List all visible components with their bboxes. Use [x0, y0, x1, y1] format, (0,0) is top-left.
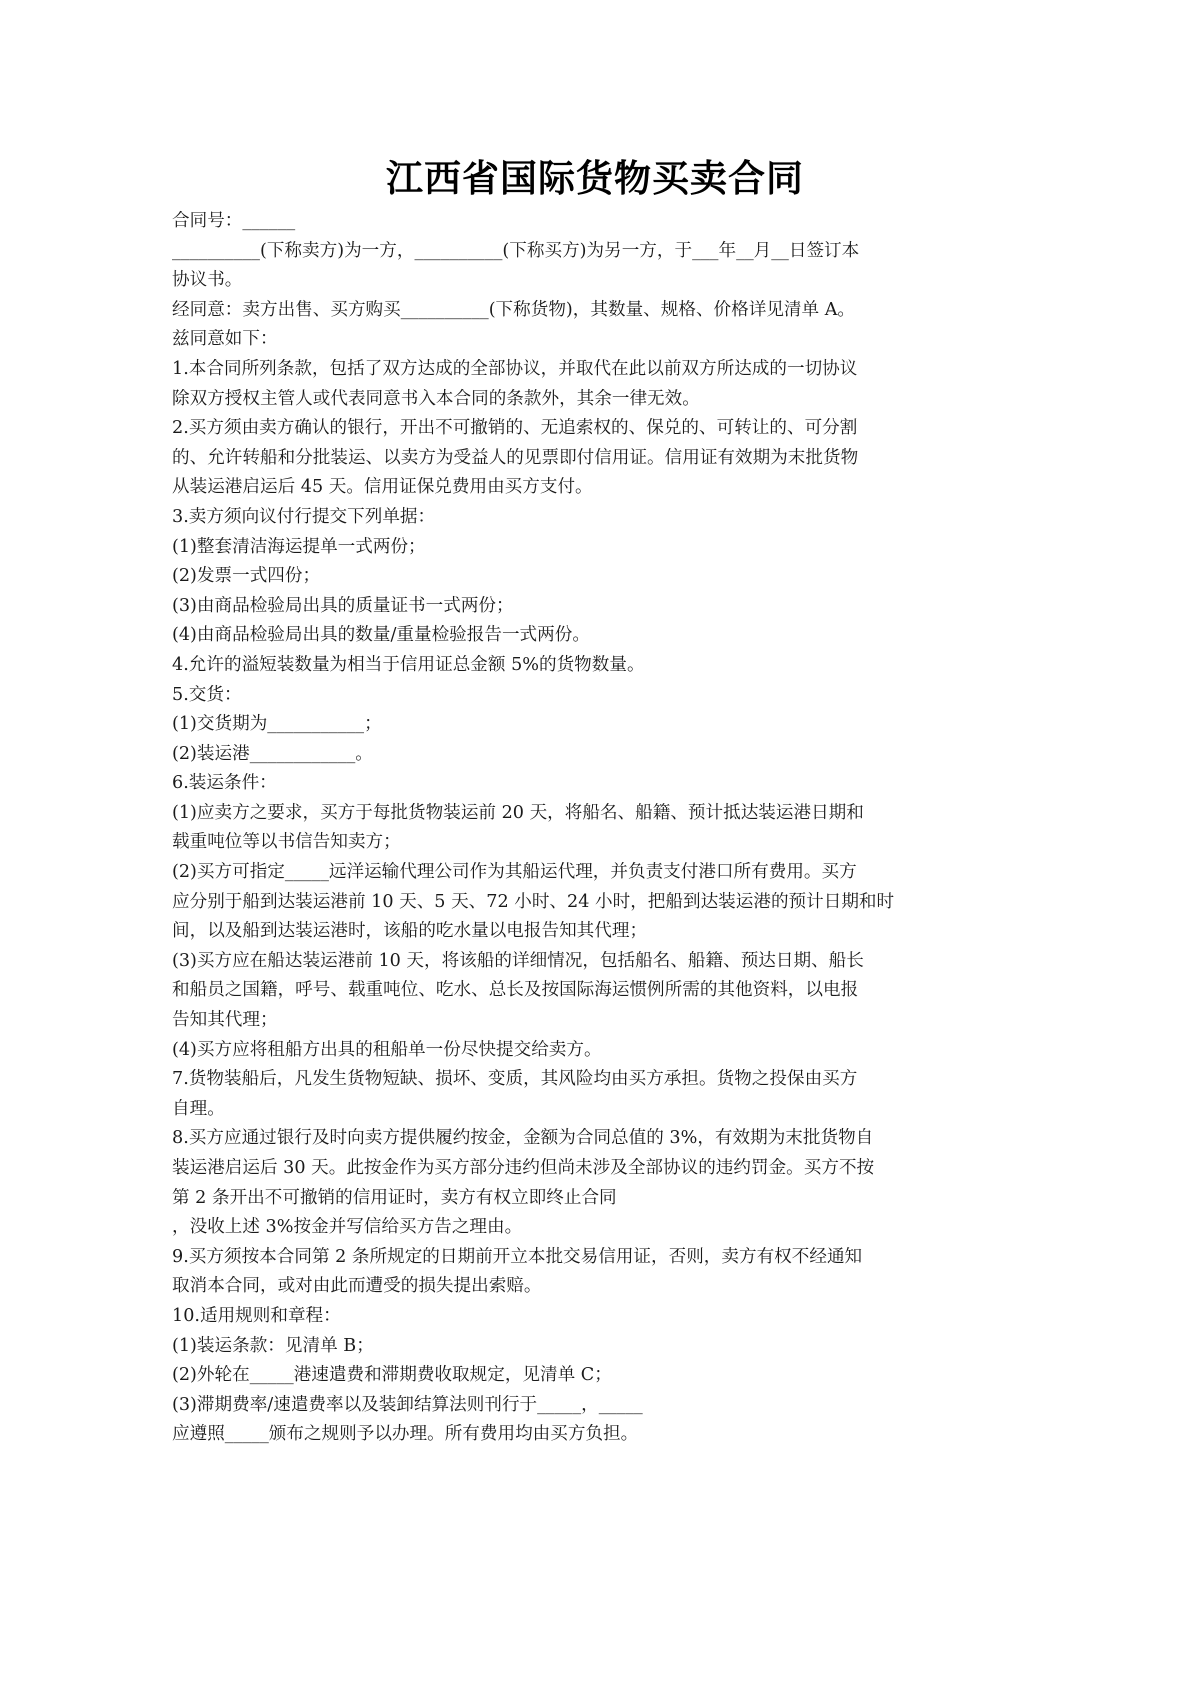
clause-10-item-3-cont: 应遵照_____颁布之规则予以办理。所有费用均由买方负担。 — [172, 1424, 639, 1445]
clause-3-item-2: (2)发票一式四份； — [172, 566, 321, 587]
clause-1: 1.本合同所列条款，包括了双方达成的全部协议，并取代在此以前双方所达成的一切协议 — [172, 358, 858, 379]
clause-6-item-2-cont: 应分别于船到达装运港前 10 天、5 天、72 小时、24 小时，把船到达装运港的预计日期和时 — [172, 891, 895, 912]
clause-7-cont: 自理。 — [172, 1098, 225, 1119]
agreement-intro: 兹同意如下： — [172, 329, 278, 350]
clause-2: 2.买方须由卖方确认的银行，开出不可撤销的、无追索权的、保兑的、可转让的、可分割 — [172, 418, 858, 439]
clause-6-item-2-cont: 间，以及船到达装运港时，该船的吃水量以电报告知其代理； — [172, 921, 648, 942]
clause-6: 6.装运条件： — [172, 773, 277, 794]
clause-5: 5.交货： — [172, 684, 242, 705]
contract-number-line: 合同号：______ — [172, 211, 296, 231]
clause-6-item-3: (3)买方应在船达装运港前 10 天，将该船的详细情况，包括船名、船籍、预达日期、船长 — [172, 950, 864, 971]
clause-3-item-4: (4)由商品检验局出具的数量/重量检验报告一式两份。 — [172, 625, 590, 646]
goods-line: 经同意：卖方出售、买方购买__________(下称货物)，其数量、规格、价格详见清单 A。 — [172, 299, 855, 320]
clause-6-item-1-cont: 载重吨位等以书信告知卖方； — [172, 832, 401, 853]
clause-6-item-3-cont: 告知其代理； — [172, 1010, 278, 1031]
clause-2-cont: 的、允许转船和分批装运、以卖方为受益人的见票即付信用证。信用证有效期为末批货物 — [172, 447, 859, 468]
clause-10: 10.适用规则和章程： — [172, 1305, 341, 1326]
clause-3: 3.卖方须向议付行提交下列单据： — [172, 506, 436, 527]
clause-5-item-2: (2)装运港____________。 — [172, 743, 373, 764]
clause-8: 8.买方应通过银行及时向卖方提供履约按金，金额为合同总值的 3%，有效期为末批货物自 — [172, 1128, 874, 1149]
clause-7: 7.货物装船后，凡发生货物短缺、损坏、变质，其风险均由买方承担。货物之投保由买方 — [172, 1069, 858, 1090]
clause-8-cont: 第 2 条开出不可撤销的信用证时，卖方有权立即终止合同 — [172, 1187, 617, 1208]
clause-8-cont: 装运港启运后 30 天。此按金作为买方部分违约但尚未涉及全部协议的违约罚金。买方不按 — [172, 1158, 875, 1178]
clause-6-item-1: (1)应卖方之要求，买方于每批货物装运前 20 天，将船名、船籍、预计抵达装运港日期和 — [172, 802, 864, 823]
clause-5-item-1: (1)交货期为___________； — [172, 714, 382, 735]
clause-9-cont: 取消本合同，或对由此而遭受的损失提出索赔。 — [172, 1276, 542, 1297]
clause-8-cont: ，没收上述 3%按金并写信给买方告之理由。 — [172, 1217, 523, 1238]
clause-9: 9.买方须按本合同第 2 条所规定的日期前开立本批交易信用证，否则，卖方有权不经通知 — [172, 1246, 863, 1267]
clause-3-item-1: (1)整套清洁海运提单一式两份； — [172, 536, 426, 557]
parties-line-cont: 协议书。 — [172, 270, 243, 291]
clause-1-cont: 除双方授权主管人或代表同意书入本合同的条款外，其余一律无效。 — [172, 388, 700, 409]
clause-6-item-4: (4)买方应将租船方出具的租船单一份尽快提交给卖方。 — [172, 1039, 602, 1060]
clause-10-item-3: (3)滞期费率/速遣费率以及装卸结算法则刊行于_____，_____ — [172, 1394, 643, 1415]
clause-3-item-3: (3)由商品检验局出具的质量证书一式两份； — [172, 595, 514, 616]
clause-10-item-2: (2)外轮在_____港速遣费和滞期费收取规定，见清单 C； — [172, 1365, 612, 1386]
clause-6-item-2: (2)买方可指定_____远洋运输代理公司作为其船运代理，并负责支付港口所有费用。买方 — [172, 862, 857, 883]
document-body — [172, 207, 942, 1450]
document-title: 江西省国际货物买卖合同 — [386, 157, 804, 200]
clause-6-item-3-cont: 和船员之国籍，呼号、载重吨位、吃水、总长及按国际海运惯例所需的其他资料，以电报 — [172, 980, 859, 1001]
clause-4: 4.允许的溢短装数量为相当于信用证总金额 5%的货物数量。 — [172, 654, 645, 675]
clause-10-item-1: (1)装运条款：见清单 B； — [172, 1335, 374, 1356]
parties-line: __________(下称卖方)为一方，__________(下称买方)为另一方，于___年__月__日签订本 — [172, 240, 860, 261]
clause-2-cont: 从装运港启运后 45 天。信用证保兑费用由买方支付。 — [172, 477, 593, 498]
